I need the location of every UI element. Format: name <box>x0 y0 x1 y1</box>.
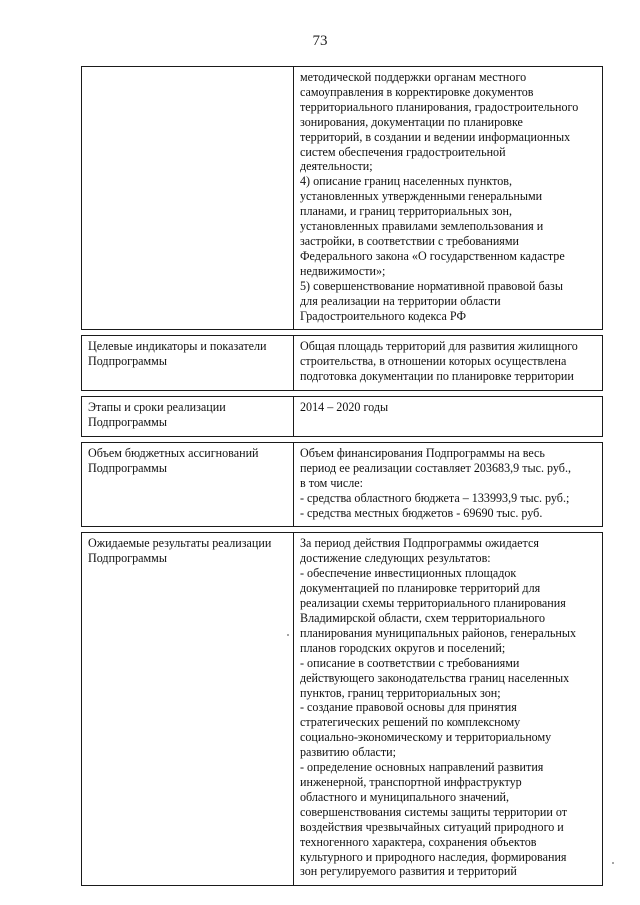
row-value-line: 4) описание границ населенных пунктов, <box>300 174 513 189</box>
row-value-line: застройки, в соответствии с требованиями <box>300 233 519 248</box>
row-value-line: недвижимости»; <box>300 263 386 278</box>
row-value-line: территориального планирования, градостроительного <box>300 99 579 114</box>
row-value-line: совершенствования системы защиты территории от <box>300 804 568 819</box>
subprogram-passport-table <box>81 66 603 886</box>
row-value-line: достижение следующих результатов: <box>300 551 491 566</box>
row-value-line: воздействия чрезвычайных ситуаций природного и <box>300 819 564 834</box>
scan-artifact-dot <box>612 862 614 864</box>
row-value-line: систем обеспечения градостроительной <box>300 144 506 159</box>
row-label-line: Этапы и сроки реализации <box>88 400 226 415</box>
row-label-line: Ожидаемые результаты реализации <box>88 536 272 551</box>
row-value-line: реализации схемы территориального планирования <box>300 596 566 611</box>
row-value-line: действующего законодательства границ населенных <box>300 670 570 685</box>
row-label-line: Целевые индикаторы и показатели <box>88 339 267 354</box>
row-value-line: социально-экономическому и территориальному <box>300 730 552 745</box>
row-value-line: установленных правилами землепользования и <box>300 219 544 234</box>
row-value-line: зонирования, документации по планировке <box>300 114 523 129</box>
row-value-line: Федерального закона «О государственном кадастре <box>300 248 565 263</box>
passport-row <box>82 442 603 527</box>
row-value-line: - определение основных направлений развития <box>300 760 544 775</box>
row-value-line: - описание в соответствии с требованиями <box>300 655 520 670</box>
row-value-line: в том числе: <box>300 475 364 490</box>
row-value-line: подготовка документации по планировке территории <box>300 369 574 384</box>
row-value-line: планирования муниципальных районов, генеральных <box>300 625 577 640</box>
row-label-line: Подпрограммы <box>88 354 167 369</box>
row-value-line: 5) совершенствование нормативной правовой базы <box>300 278 563 293</box>
row-label-cell <box>82 533 294 886</box>
row-label-cell <box>82 336 294 391</box>
row-value-line: За период действия Подпрограммы ожидается <box>300 536 539 551</box>
row-value-cell <box>294 336 603 391</box>
row-value-line: деятельности; <box>300 159 373 174</box>
row-value-line: областного и муниципального значений, <box>300 789 510 804</box>
row-label-line: Подпрограммы <box>88 551 167 566</box>
row-value-line: техногенного характера, сохранения объектов <box>300 834 537 849</box>
row-value-line: развитию области; <box>300 745 396 760</box>
passport-row <box>82 533 603 886</box>
passport-row <box>82 67 603 330</box>
row-value-cell <box>294 533 603 886</box>
row-value-line: планами, и границ территориальных зон, <box>300 204 513 219</box>
row-value-line: - обеспечение инвестиционных площадок <box>300 566 517 581</box>
row-label-line: Объем бюджетных ассигнований <box>88 445 259 460</box>
row-value-line: культурного и природного наследия, формирования <box>300 849 567 864</box>
row-value-line: пунктов, границ территориальных зон; <box>300 685 501 700</box>
row-label-line: Подпрограммы <box>88 415 167 430</box>
row-value-line: для реализации на территории области <box>300 293 501 308</box>
passport-row <box>82 397 603 437</box>
row-value-line: планов городских округов и поселений; <box>300 640 506 655</box>
row-label-line: Подпрограммы <box>88 460 167 475</box>
row-value-line: Общая площадь территорий для развития жилищного <box>300 339 578 354</box>
row-value-line: 2014 – 2020 годы <box>300 400 389 415</box>
passport-row <box>82 336 603 391</box>
row-value-cell <box>294 442 603 527</box>
row-value-line: установленных утвержденными генеральными <box>300 189 543 204</box>
row-value-line: - создание правовой основы для принятия <box>300 700 517 715</box>
row-value-line: строительства, в отношении которых осуществлена <box>300 354 567 369</box>
scan-artifact-dot <box>287 634 289 636</box>
row-value-line: документацией по планировке территорий для <box>300 581 541 596</box>
row-value-line: зон регулируемого развития и территорий <box>300 864 517 879</box>
row-value-cell <box>294 67 603 330</box>
row-value-line: инженерной, транспортной инфраструктур <box>300 774 522 789</box>
row-value-line: - средства областного бюджета – 133993,9 тыс. руб.; <box>300 490 570 505</box>
row-value-line: Объем финансирования Подпрограммы на весь <box>300 445 545 460</box>
row-value-line: методической поддержки органам местного <box>300 70 527 84</box>
row-label-cell <box>82 67 294 330</box>
row-value-line: территорий, в создании и ведении информационных <box>300 129 571 144</box>
row-label-cell <box>82 442 294 527</box>
row-value-line: Градостроительного кодекса РФ <box>300 308 466 323</box>
row-label-cell <box>82 397 294 437</box>
row-value-cell <box>294 397 603 437</box>
row-value-line: стратегических решений по комплексному <box>300 715 521 730</box>
row-value-line: - средства местных бюджетов - 69690 тыс. руб. <box>300 505 543 520</box>
row-value-line: период ее реализации составляет 203683,9 тыс. руб., <box>300 460 572 475</box>
page-number: 73 <box>312 33 328 49</box>
row-value-line: самоуправления в корректировке документов <box>300 84 534 99</box>
passport-table-body <box>82 67 603 886</box>
row-value-line: Владимирской области, схем территориального <box>300 611 546 625</box>
